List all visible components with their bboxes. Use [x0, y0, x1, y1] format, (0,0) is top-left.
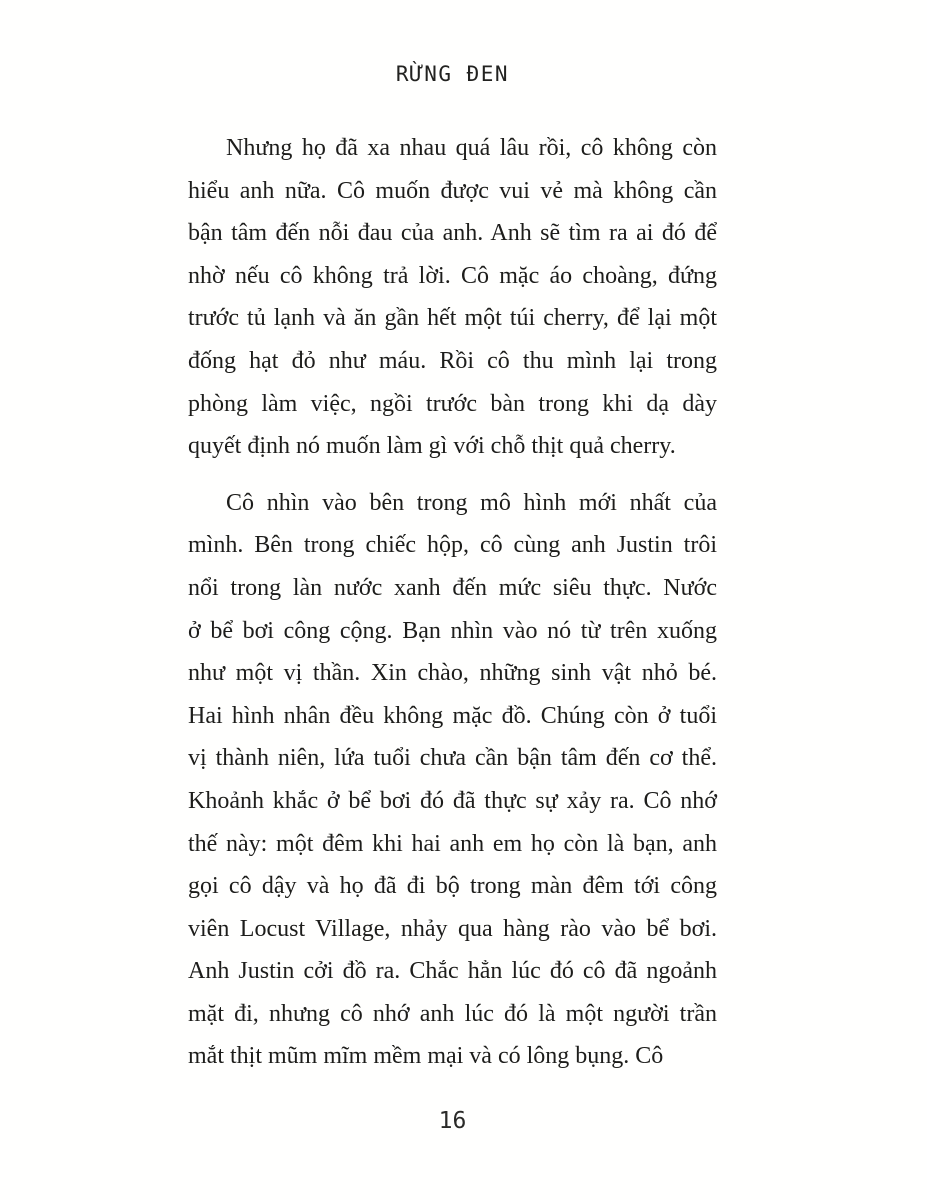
- paragraph: [188, 482, 717, 1078]
- running-header: RỪNG ĐEN: [395, 62, 510, 86]
- text-line: ở bể bơi công cộng. Bạn nhìn vào nó từ trên xuống: [188, 617, 717, 644]
- text-line: quyết định nó muốn làm gì với chỗ thịt quả cherry.: [188, 433, 676, 460]
- text-line: nổi trong làn nước xanh đến mức siêu thực. Nước: [188, 574, 717, 601]
- text-line: trước tủ lạnh và ăn gần hết một túi cherry, để lại một: [188, 305, 717, 332]
- text-line: Hai hình nhân đều không mặc đồ. Chúng còn ở tuổi: [188, 702, 717, 729]
- text-line: mặt đi, nhưng cô nhớ anh lúc đó là một người trần: [188, 1000, 717, 1027]
- text-line: Anh Justin cởi đồ ra. Chắc hẳn lúc đó cô đã ngoảnh: [188, 958, 717, 985]
- page-number: 16: [438, 1108, 467, 1134]
- text-line: bận tâm đến nỗi đau của anh. Anh sẽ tìm ra ai đó để: [188, 220, 717, 247]
- text-line: phòng làm việc, ngồi trước bàn trong khi dạ dày: [188, 390, 717, 417]
- text-line: gọi cô dậy và họ đã đi bộ trong màn đêm tới công: [188, 873, 717, 900]
- text-line: nhờ nếu cô không trả lời. Cô mặc áo choàng, đứng: [188, 262, 717, 289]
- text-line: đống hạt đỏ như máu. Rồi cô thu mình lại trong: [188, 347, 717, 374]
- text-line: Nhưng họ đã xa nhau quá lâu rồi, cô không còn: [226, 135, 717, 161]
- text-line: mắt thịt mũm mĩm mềm mại và có lông bụng. Cô: [188, 1043, 664, 1070]
- text-line: hiểu anh nữa. Cô muốn được vui vẻ mà không cần: [188, 177, 717, 204]
- text-line: Cô nhìn vào bên trong mô hình mới nhất của: [226, 489, 717, 516]
- text-line: vị thành niên, lứa tuổi chưa cần bận tâm đến cơ thể.: [188, 745, 717, 772]
- text-line: viên Locust Village, nhảy qua hàng rào vào bể bơi.: [188, 915, 717, 942]
- body-text: [188, 127, 717, 1078]
- text-line: mình. Bên trong chiếc hộp, cô cùng anh Justin trôi: [188, 532, 717, 559]
- text-line: Khoảnh khắc ở bể bơi đó đã thực sự xảy ra. Cô nhớ: [188, 787, 717, 814]
- paragraph: [188, 127, 717, 468]
- text-line: thế này: một đêm khi hai anh em họ còn là bạn, anh: [188, 830, 717, 857]
- text-line: như một vị thần. Xin chào, những sinh vật nhỏ bé.: [188, 660, 717, 687]
